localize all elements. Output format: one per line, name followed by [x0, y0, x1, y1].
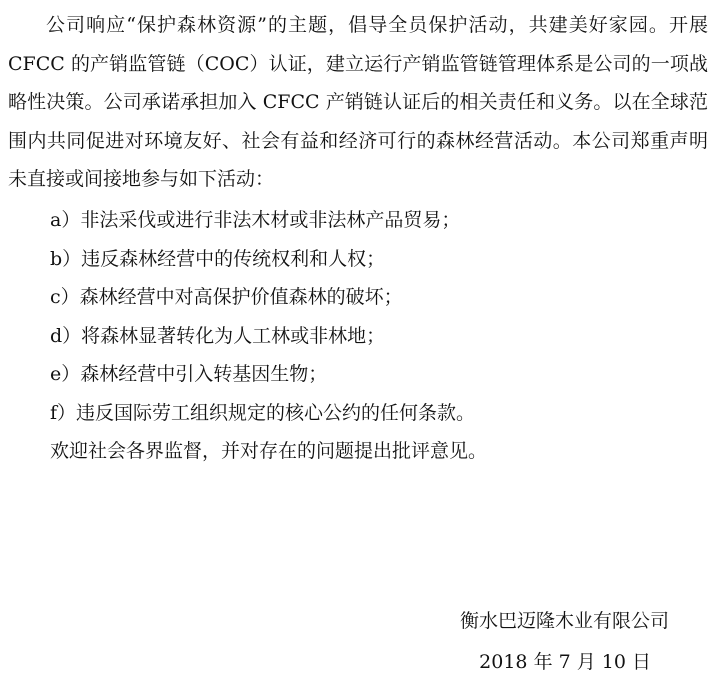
- list-item: b）违反森林经营中的传统权利和人权；: [50, 247, 386, 270]
- list-item: e）森林经营中引入转基因生物；: [50, 363, 328, 385]
- list-item: d）将森林显著转化为人工林或非林地；: [50, 324, 386, 347]
- signature-date: 2018 年 7 月 10 日: [479, 651, 651, 673]
- activity-list: [50, 201, 475, 432]
- list-item: c）森林经营中对高保护价值森林的破坏；: [50, 286, 403, 308]
- closing-statement: 欢迎社会各界监督，并对存在的问题提出批评意见。: [50, 440, 488, 462]
- company-name: 衡水巴迈隆木业有限公司: [459, 610, 669, 632]
- list-item: f）违反国际劳工组织规定的核心公约的任何条款。: [50, 401, 476, 424]
- list-item: a）非法采伐或进行非法木材或非法林产品贸易；: [50, 209, 461, 231]
- intro-paragraph: 公司响应“保护森林资源”的主题，倡导全员保护活动，共建美好家园。开展 CFCC 的产销监管链（COC）认证，建立运行产销监管链管理体系是公司的一项战略性决策。公司承诺承担加入 CFCC 产销链认证后的相关责任和义务。以在全球范围内共同促进对环境友好、社会有益和经济可行的森林经营活动。本公司郑重声明未直接或间接地参与如下活动：: [8, 14, 708, 190]
